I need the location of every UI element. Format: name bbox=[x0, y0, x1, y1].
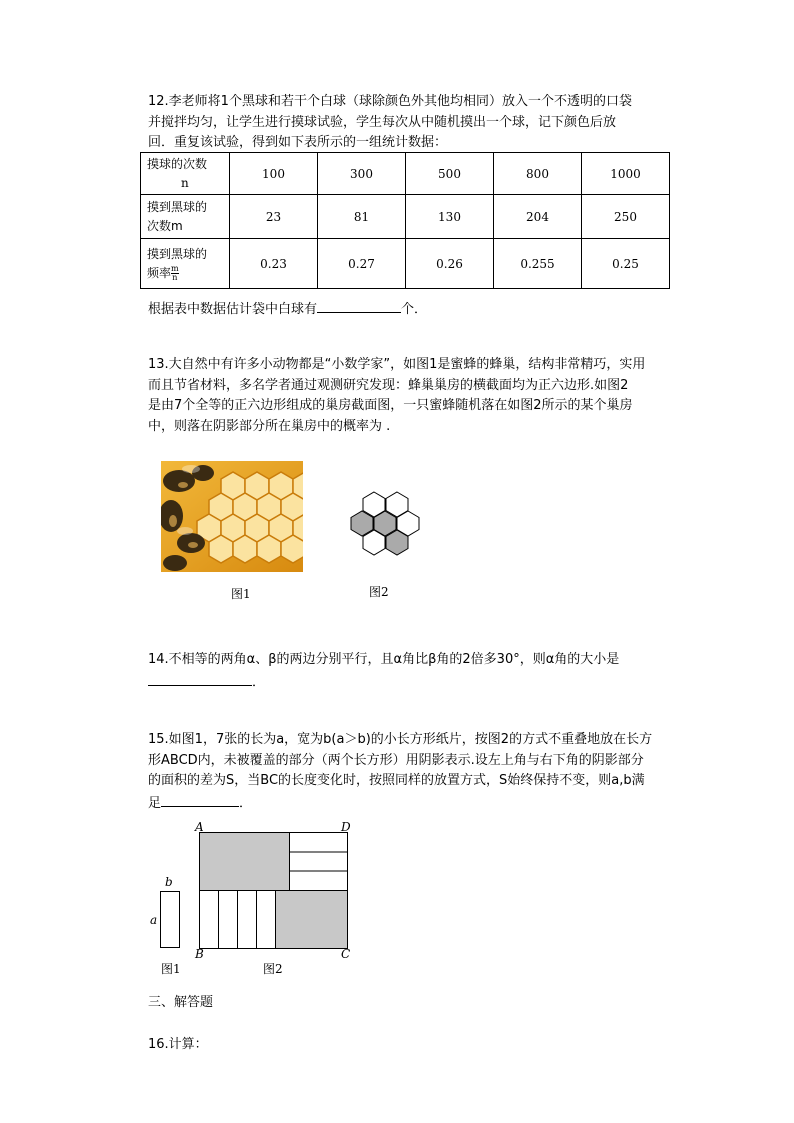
q13-line-1: 13.大自然中有许多小动物都是“小数学家”，如图1是蜜蜂的蜂巢，结构非常精巧，实用 bbox=[148, 357, 646, 372]
table-cell: 250 bbox=[582, 195, 670, 239]
table-row bbox=[141, 239, 670, 289]
table-cell: 0.27 bbox=[318, 239, 406, 289]
vertex-label-b: B bbox=[195, 947, 204, 961]
fraction-numerator: m bbox=[171, 263, 179, 273]
table-row bbox=[141, 195, 670, 239]
hexagon-diagram bbox=[345, 491, 427, 566]
q15-line-3: 的面积的差为S，当BC的长度变化时，按照同样的放置方式，S始终保持不变，则a,b满 bbox=[148, 773, 645, 788]
q12-answer-suffix: 个． bbox=[401, 302, 428, 317]
table-cell: 0.26 bbox=[406, 239, 494, 289]
fig1-caption-q15: 图1 bbox=[161, 962, 181, 976]
q15-line-1: 15.如图1，7张的长为a，宽为b(a＞b)的小长方形纸片，按图2的方式不重叠地放在长方 bbox=[148, 732, 653, 747]
q13-line-2: 而且节省材料，多名学者通过观测研究发现：蜂巢巢房的横截面均为正六边形.如图2 bbox=[148, 378, 629, 393]
answer-blank[interactable] bbox=[161, 792, 239, 807]
small-rectangle-figure bbox=[160, 891, 181, 949]
table-row bbox=[141, 153, 670, 195]
q15-line-4 bbox=[148, 792, 252, 814]
q12-answer-line bbox=[148, 298, 427, 320]
label-b: b bbox=[165, 875, 173, 889]
table-cell: 0.23 bbox=[230, 239, 318, 289]
head-text: 摸到黑球的 bbox=[147, 199, 208, 214]
q16-heading: 16.计算： bbox=[148, 1037, 208, 1052]
table-cell: 81 bbox=[318, 195, 406, 239]
q15-line-2: 形ABCD内，未被覆盖的部分（两个长方形）用阴影表示.设左上角与右下角的阴影部分 bbox=[148, 753, 644, 768]
head-text: 摸球的次数 bbox=[147, 156, 208, 171]
table-cell: 800 bbox=[494, 153, 582, 195]
fraction-m-over-n bbox=[171, 265, 179, 282]
q12-answer-prefix: 根据表中数据估计袋中白球有 bbox=[148, 302, 318, 317]
table-cell: 500 bbox=[406, 153, 494, 195]
shaded-region-top-left bbox=[200, 833, 290, 891]
label-a: a bbox=[150, 913, 158, 927]
table-head-black-frequency bbox=[141, 239, 230, 289]
head-text: 频率 bbox=[147, 265, 172, 280]
shaded-region-bottom-right bbox=[276, 891, 348, 949]
stats-table bbox=[140, 152, 670, 289]
table-cell: 0.255 bbox=[494, 239, 582, 289]
table-head-trials bbox=[141, 153, 230, 195]
vertex-label-c: C bbox=[341, 947, 351, 961]
q13-line-3: 是由7个全等的正六边形组成的巢房截面图，一只蜜蜂随机落在如图2所示的某个巢房 bbox=[148, 398, 633, 413]
table-cell: 130 bbox=[406, 195, 494, 239]
fig1-caption-q13: 图1 bbox=[231, 587, 251, 601]
head-text: 次数m bbox=[147, 218, 183, 233]
q12-line-1: 12.李老师将1个黑球和若干个白球（球除颜色外其他均相同）放入一个不透明的口袋 bbox=[148, 94, 632, 109]
table-cell: 0.25 bbox=[582, 239, 670, 289]
q14-line-1: 14.不相等的两角α、β的两边分别平行，且α角比β角的2倍多30°，则α角的大小是 bbox=[148, 652, 620, 667]
q15-line-4-prefix: 足 bbox=[148, 796, 162, 811]
table-cell: 204 bbox=[494, 195, 582, 239]
honeycomb-photo bbox=[161, 461, 303, 572]
q12-line-2: 并搅拌均匀，让学生进行摸球试验，学生每次从中随机摸出一个球，记下颜色后放 bbox=[148, 115, 617, 130]
fig2-caption-q13: 图2 bbox=[369, 585, 389, 599]
q14-line-2 bbox=[148, 671, 265, 693]
q15-line-4-suffix: ． bbox=[239, 796, 253, 811]
answer-blank[interactable] bbox=[148, 671, 252, 686]
table-cell: 100 bbox=[230, 153, 318, 195]
q13-line-4: 中，则落在阴影部分所在巢房中的概率为 . bbox=[148, 419, 391, 434]
section-heading: 三、解答题 bbox=[148, 995, 214, 1010]
table-cell: 300 bbox=[318, 153, 406, 195]
fraction-denominator: n bbox=[172, 272, 178, 282]
rectangle-abcd-figure bbox=[199, 832, 349, 950]
table-cell: 1000 bbox=[582, 153, 670, 195]
head-text: n bbox=[181, 175, 189, 190]
answer-blank[interactable] bbox=[317, 298, 401, 313]
q12-line-3: 回．重复该试验，得到如下表所示的一组统计数据： bbox=[148, 135, 448, 150]
table-head-black-count bbox=[141, 195, 230, 239]
head-text: 摸到黑球的 bbox=[147, 246, 208, 261]
vertex-label-d: D bbox=[341, 820, 351, 834]
q14-line-2-tail: ． bbox=[252, 675, 266, 690]
vertex-label-a: A bbox=[195, 820, 204, 834]
table-cell: 23 bbox=[230, 195, 318, 239]
fig2-caption-q15: 图2 bbox=[263, 962, 283, 976]
